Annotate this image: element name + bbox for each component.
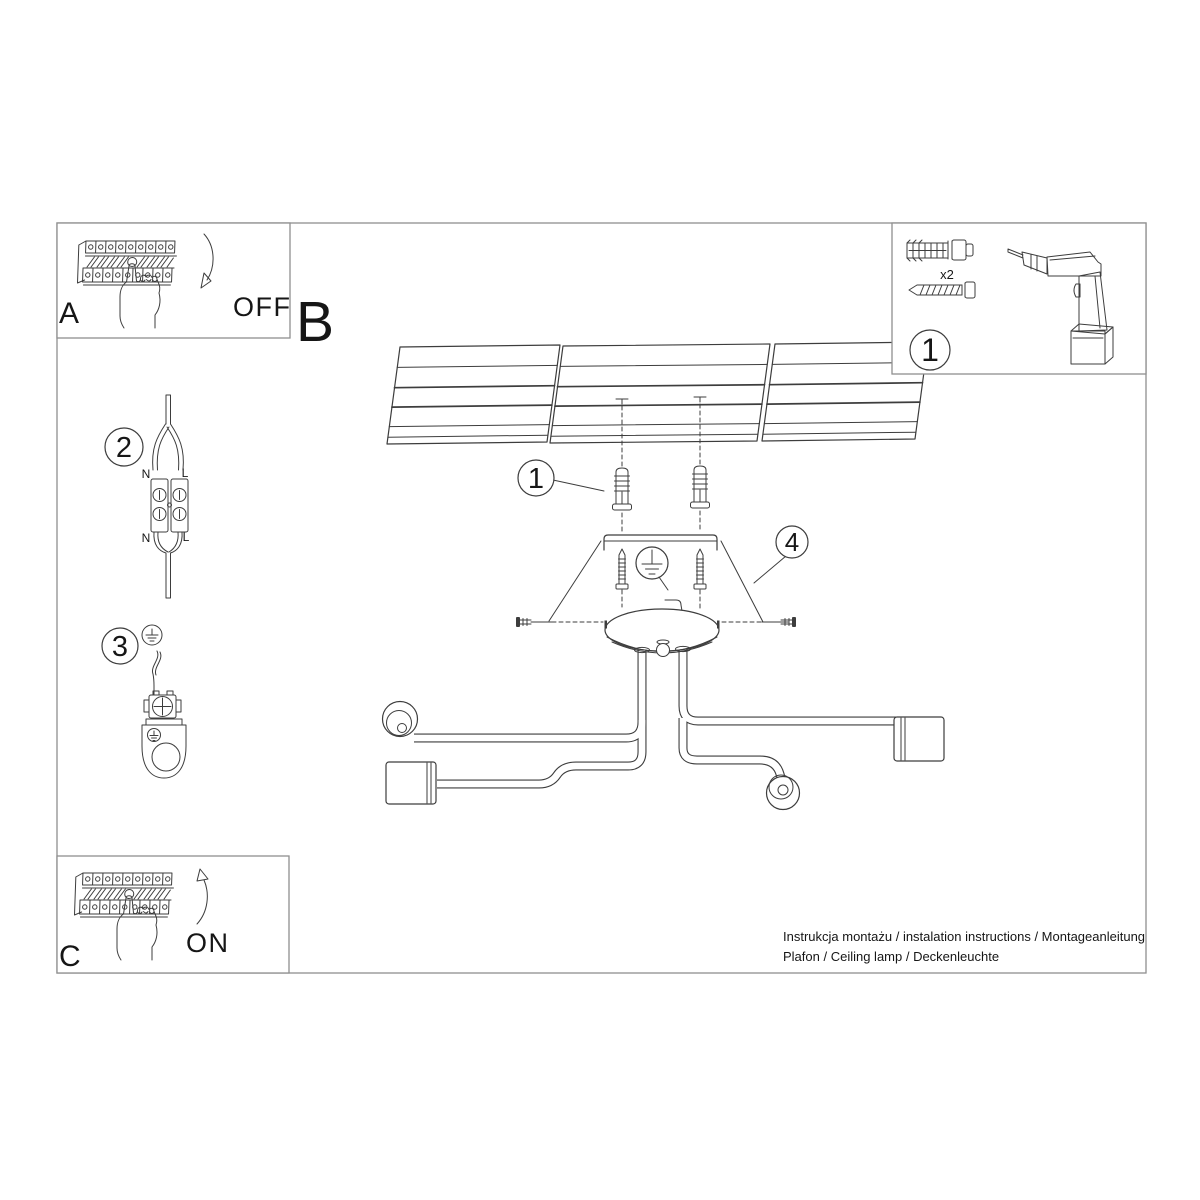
- footer-line-1: Instrukcja montażu / instalation instructions / Montageanleitung: [783, 929, 1146, 944]
- panel-c-action: ON: [186, 928, 230, 958]
- svg-text:4: 4: [784, 527, 800, 557]
- lamp-socket-icon: [894, 717, 944, 761]
- lamp-socket-icon: [386, 762, 436, 804]
- step-2-number: 2: [115, 432, 133, 464]
- wire-label-n-top: N: [141, 467, 151, 481]
- panel-c-label: C: [59, 940, 81, 973]
- step-3-number: 3: [111, 631, 129, 663]
- wire-label-l-bottom: L: [182, 530, 190, 544]
- parts-step-number: 1: [921, 332, 939, 368]
- parts-qty-label: x2: [940, 267, 954, 282]
- panel-a-power-off: [57, 223, 292, 338]
- step-b-label: B: [296, 290, 335, 354]
- wire-label-n-bottom: N: [141, 531, 151, 545]
- footer-line-2: Plafon / Ceiling lamp / Deckenleuchte: [783, 949, 1000, 964]
- panel-a-action: OFF: [233, 292, 292, 322]
- panel-a-label: A: [59, 297, 80, 330]
- lamp-socket-icon: [383, 702, 418, 737]
- wire-label-l-top: L: [181, 466, 189, 480]
- svg-text:1: 1: [527, 463, 545, 495]
- panel-c-power-on: [57, 856, 289, 973]
- parts-panel: [892, 223, 1146, 374]
